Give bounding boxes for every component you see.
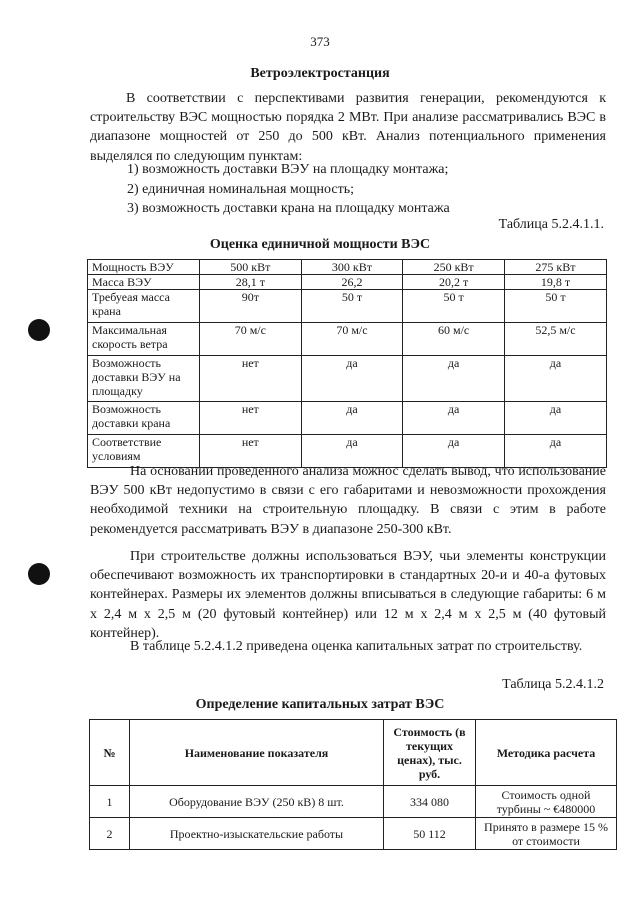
table-cell: Максимальная скорость ветра — [88, 323, 200, 356]
table-cell: 60 м/с — [403, 323, 505, 356]
table-cell: Стоимость одной турбины ~ €480000 — [476, 786, 617, 818]
table-cell: нет — [200, 356, 302, 402]
table-cell: 28,1 т — [200, 275, 302, 290]
table-cell: да — [301, 356, 403, 402]
table-cell: 50 т — [403, 290, 505, 323]
table-cell: 19,8 т — [504, 275, 606, 290]
table1-caption: Таблица 5.2.4.1.1. — [498, 217, 604, 232]
table-cell: 50 112 — [384, 818, 476, 850]
list-item: 3) возможность доставки крана на площадку монтажа — [127, 201, 450, 217]
table-header-cell: № — [90, 720, 130, 786]
table-cell: да — [403, 402, 505, 435]
table-cell: Возможность доставки крана — [88, 402, 200, 435]
table-cell: 334 080 — [384, 786, 476, 818]
table-cell: Соответствие условиям — [88, 435, 200, 468]
table-cell: 20,2 т — [403, 275, 505, 290]
list-item: 2) единичная номинальная мощность; — [127, 181, 354, 197]
table-header-cell: Наименование показателя — [130, 720, 384, 786]
table-cell: да — [504, 435, 606, 468]
table-cell: 50 т — [504, 290, 606, 323]
binder-hole-bottom — [28, 563, 50, 585]
table-cell: 70 м/с — [200, 323, 302, 356]
table-cell: Оборудование ВЭУ (250 кВ) 8 шт. — [130, 786, 384, 818]
table-cell: да — [504, 402, 606, 435]
table-row — [90, 786, 617, 818]
table-header-cell: Методика расчета — [476, 720, 617, 786]
list-item: 1) возможность доставки ВЭУ на площадку монтажа; — [127, 162, 449, 177]
table-cell: 26,2 — [301, 275, 403, 290]
table-cell: Возможность доставки ВЭУ на площадку — [88, 356, 200, 402]
table-cell: да — [403, 435, 505, 468]
table-row — [88, 402, 607, 435]
table-cell: нет — [200, 402, 302, 435]
table-header-cell: Стоимость (в текущих ценах), тыс. руб. — [384, 720, 476, 786]
table-cell: Масса ВЭУ — [88, 275, 200, 290]
table-cell: 2 — [90, 818, 130, 850]
table-cell: 52,5 м/с — [504, 323, 606, 356]
section-title: Ветроэлектростанция — [250, 66, 390, 81]
table-header-cell: 275 кВт — [504, 260, 606, 275]
table-cell: Требуеая масса крана — [88, 290, 200, 323]
table-cell: 70 м/с — [301, 323, 403, 356]
table-header-row — [90, 720, 617, 786]
power-assessment-table — [87, 259, 607, 468]
table-cell: Проектно-изыскательские работы — [130, 818, 384, 850]
capital-costs-table — [89, 719, 617, 850]
intro-list — [127, 160, 450, 219]
table-cell: да — [301, 435, 403, 468]
table-reference-paragraph: В таблице 5.2.4.1.2 приведена оценка капитальных затрат по строительству. — [130, 639, 583, 654]
table-cell: да — [504, 356, 606, 402]
table-cell: нет — [200, 435, 302, 468]
intro-paragraph: В соответствии с перспективами развития генерации, рекомендуются к строительству ВЭС мощностью порядка 2 МВт. При анализе рассматривались ВЭС в диапазоне мощностей от 250 до 500 кВт. Анализ потенциального применения выделялся по следующим пунктам: — [90, 91, 606, 164]
binder-hole-top — [28, 319, 50, 341]
table-cell: да — [301, 402, 403, 435]
table-header-cell: Мощность ВЭУ — [88, 260, 200, 275]
table2-caption: Таблица 5.2.4.1.2 — [502, 677, 604, 692]
table-header-cell: 250 кВт — [403, 260, 505, 275]
table-header-cell: 300 кВт — [301, 260, 403, 275]
conclusion-paragraph: На основании проведенного анализа можнос сделать вывод, что использование ВЭУ 500 кВт недопустимо в связи с его габаритами и невозможности прохождения необходимой техники на строительную площадку. В связи с этим в работе рекомендуется рассматривать ВЭУ в диапазоне 250-300 кВт. — [90, 464, 606, 537]
table-cell: 90т — [200, 290, 302, 323]
table-cell: 50 т — [301, 290, 403, 323]
container-paragraph: При строительстве должны использоваться ВЭУ, чьи элементы конструкции обеспечивают возможность их транспортировки в стандартных 20-и и 40-а футовых контейнерах. Размеры их элементов должны вписываться в следующие габариты: 6 м х 2,4 м х 2,5 м (20 футовый контейнер) или 12 м х 2,4 м х 2,5 м (40 футовый контейнер). — [90, 549, 606, 641]
table-row — [88, 290, 607, 323]
table1-title: Оценка единичной мощности ВЭС — [209, 237, 431, 252]
table2-title: Определение капитальных затрат ВЭС — [195, 697, 445, 712]
table-cell: Принято в размере 15 % от стоимости — [476, 818, 617, 850]
table-header-row — [88, 260, 607, 275]
table-row — [88, 356, 607, 402]
table-row — [88, 275, 607, 290]
page-number: 373 — [310, 34, 330, 49]
table-header-cell: 500 кВт — [200, 260, 302, 275]
table-row — [88, 323, 607, 356]
table-cell: 1 — [90, 786, 130, 818]
table-row — [90, 818, 617, 850]
table-cell: да — [403, 356, 505, 402]
